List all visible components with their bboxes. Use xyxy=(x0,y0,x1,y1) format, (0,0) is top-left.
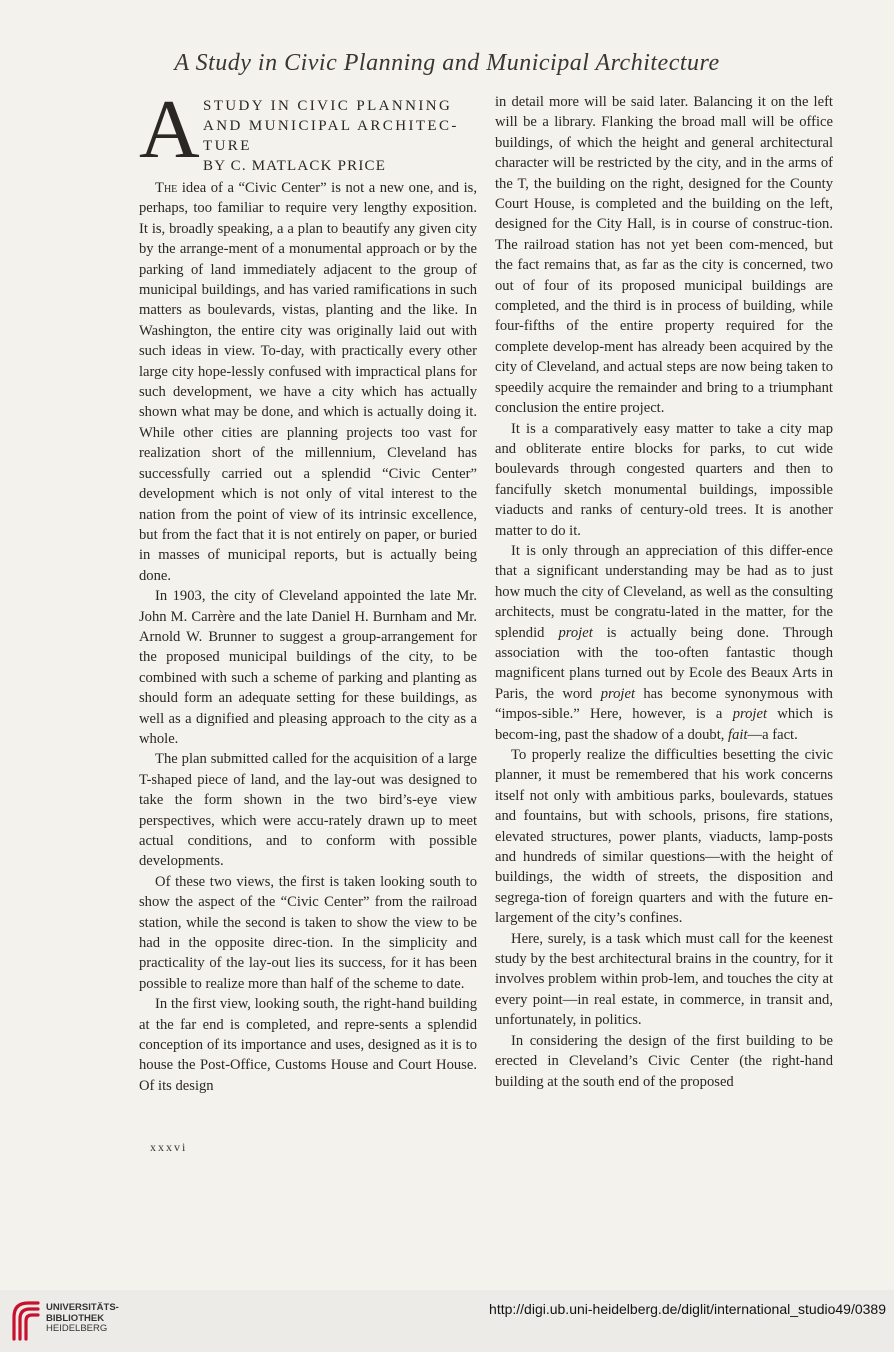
title-line: TURE xyxy=(203,138,252,154)
italic-term: projet xyxy=(732,706,768,723)
intro-word: The xyxy=(155,180,178,196)
paragraph: Here, surely, is a task which must call for the keenest study by the best architectural brains in the country, for it involves problem within prob-lem, and touches the city at every point—in real estate, in commerce, in transit and, unfortunately, in politics. xyxy=(495,930,833,1029)
text-run: has become synonymous with “impos-sible.” Here, however, is a xyxy=(495,685,833,723)
library-logo-icon xyxy=(10,1293,40,1343)
article-heading xyxy=(139,83,477,178)
left-column xyxy=(139,83,477,1096)
paragraph: In the first view, looking south, the right-hand building at the far end is completed, and repre-sents a splendid conception of its importance and uses, designed as it is to house the Post-Office, Customs House and Court House. Of its design xyxy=(139,996,477,1094)
italic-term: fait xyxy=(728,726,748,743)
paragraph: In 1903, the city of Cleveland appointed the late Mr. John M. Carrère and the late Daniel H. Burnham and Mr. Arnold W. Brunner to suggest a group-arrangement for the proposed municipal buildings of the city, to be combined with such a scheme of parking and planting as should form an adequate setting for these buildings, as well as a dignified and pleasing approach to the city as a whole. xyxy=(139,588,477,747)
title-line: AND MUNICIPAL ARCHITEC- xyxy=(203,118,459,134)
article-title xyxy=(203,96,477,176)
paragraph: To properly realize the difficulties besetting the civic planner, it must be remembered that his work concerns itself not only with ambitious parks, boulevards, statues and fountains, but with schools, prisons, fire stations, elevated structures, power plants, viaducts, lamp-posts and hundreds of similar questions—with the height of buildings, the width of streets, the disposition and segrega-tion of foreign quarters and with the future en-largement of the city’s confines. xyxy=(495,747,833,927)
library-name xyxy=(46,1303,119,1335)
italic-term: projet xyxy=(558,624,593,641)
text-run: which is becom-ing, past the shadow of a doubt, xyxy=(495,706,833,743)
library-name-line: UNIVERSITÄTS- xyxy=(46,1302,119,1313)
paragraph: In considering the design of the first building to be erected in Cleveland’s Civic Center (the right-hand building at the south end of the proposed xyxy=(495,1032,833,1090)
page-number: xxxvi xyxy=(150,1140,188,1154)
text-run: It is only through an appreciation of this differ-ence that a significant understanding may be had as to just how much the city of Cleveland, as well as the consulting architects, must be congratu-lated in the matter, for the splendid xyxy=(495,542,833,641)
paragraph: It is a comparatively easy matter to take a city map and obliterate entire blocks for parks, to cut wide boulevards through congested quarters and then to fancifully sketch monumental buildings, impossible viaducts and ranks of century-old trees. It is another matter to do it. xyxy=(495,420,833,539)
drop-cap: A xyxy=(139,83,200,176)
paragraph-text: idea of a “Civic Center” is not a new one, and is, perhaps, too familiar to require very lengthy exposition. It is, broadly speaking, a a plan to beautify any given city by the arrange-ment of a monumental approach or by the parking of land immediately adjacent to the group of municipal buildings, and has varied ramifications in such matters as boulevards, vistas, planting and the like. In Washington, the entire city was originally laid out with such ideas in view. To-day, with practically every other large city hope-lessly confused with impractical plans for such development, we have a city which has actually shown what may be done, and which is actually doing it. While other cities are planning projects too vast for realization short of the millennium, Cleveland has successfully carried out a splendid “Civic Center” development which is not only of vital interest to the nation from the point of view of its intrinsic excellence, but from the fact that it is not entirely on paper, or buried in masses of municipal reports, but is actually being done. xyxy=(139,180,477,584)
text-run: —a fact. xyxy=(747,726,798,743)
paragraph: The plan submitted called for the acquisition of a large T-shaped piece of land, and the lay-out was designed to take the form shown in the two bird’s-eye view perspectives, which were accu-rately drawn up to meet actual conditions, and to conform with possible developments. xyxy=(139,751,477,870)
running-head: A Study in Civic Planning and Municipal Architecture xyxy=(174,50,720,76)
paragraph: in detail more will be said later. Balancing it on the left will be a library. Flanking the broad mall will be office buildings, of which the height and general architectural character will be restricted by the city, and in the arms of the T, the building on the right, designed for the County Court House, is completed and the building on the left, designed for the City Hall, is in course of construc-tion. The railroad station has not yet been com-menced, but the fact remains that, as far as the city is concerned, two out of four of its proposed municipal buildings are completed, and the third is in process of building, while four-fifths of the entire property required for the complete develop-ment has already been acquired by the city of Cleveland, and actual steps are now being taken to speedily acquire the remainder and bring to a triumphant conclusion the entire project. xyxy=(495,94,833,417)
source-url-link[interactable]: http://digi.ub.uni-heidelberg.de/diglit/international_studio49/0389 xyxy=(489,1301,886,1317)
library-name-line: BIBLIOTHEK xyxy=(46,1312,105,1324)
library-name-line: HEIDELBERG xyxy=(46,1323,108,1334)
paragraph xyxy=(139,178,477,586)
footer-bar xyxy=(0,1290,894,1352)
title-line: STUDY IN CIVIC PLANNING xyxy=(203,98,453,114)
paragraph xyxy=(495,541,833,745)
byline: BY C. MATLACK PRICE xyxy=(203,158,387,174)
italic-term: projet xyxy=(600,685,636,702)
text-run: is actually being done. Through association with the too-often fantastic though magnificent plans turned out by Ecole des Beaux Arts in Paris, the word xyxy=(495,624,833,702)
right-column xyxy=(495,92,833,1092)
paragraph: Of these two views, the first is taken looking south to show the aspect of the “Civic Center” from the railroad station, while the second is taken to show the view to be had in the opposite direc-tion. In the simplicity and practicality of the lay-out lies its success, for it has been possible to realize more than half of the scheme to date. xyxy=(139,873,477,992)
